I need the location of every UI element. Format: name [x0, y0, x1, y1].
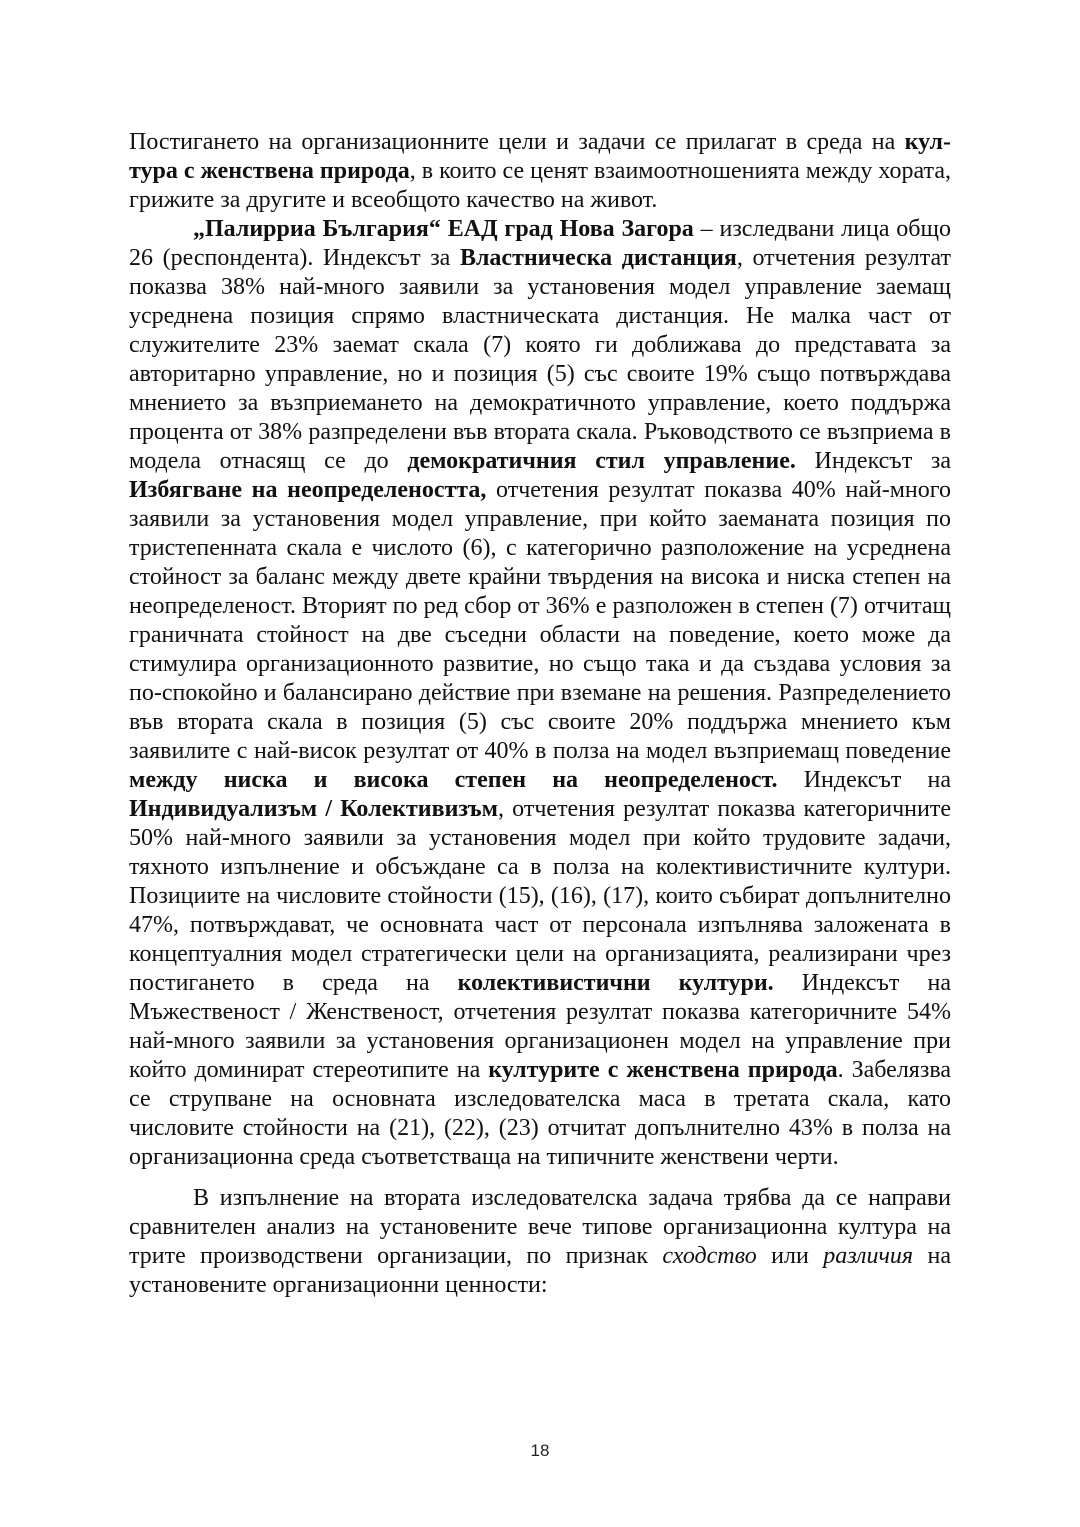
- text-run: В изпълнение на втората изследователска задача трябва да се направи сравнителен анализ на установените вече типове организационна култура на трите производствени организации, по признак: [129, 1185, 951, 1269]
- bold-run: култура с женствена природа: [129, 129, 951, 184]
- text-run: Индексът на Мъжественост / Женственост, отчетения резултат показва категоричните 54% най-много заявили за установения организационен модел на управление при който доминират стереотипите на: [129, 970, 951, 1083]
- document-body: [129, 128, 951, 1300]
- text-run: Индексът на: [777, 767, 951, 793]
- text-run: . Забелязва се струпване на основната изследователска маса в третата скала, като числовите стойности на (21), (22), (23) отчитат допълнително 43% в полза на организационна среда съответстваща на типичните женствени черти.: [129, 1057, 951, 1170]
- text-run: на установените организационни ценности:: [129, 1243, 952, 1298]
- bold-run: Избягване на неопределеността,: [129, 477, 487, 503]
- bold-run: демократичния стил управление.: [407, 448, 796, 474]
- italic-run: сходство: [662, 1243, 757, 1269]
- bold-run: културите с женствена природа: [488, 1057, 838, 1083]
- bold-run: Индивидуализъм / Колективизъм: [129, 796, 498, 822]
- bold-run: Властническа дистанция: [459, 245, 737, 271]
- text-run: , отчетения резултат показва категоричните 50% най-много заявили за установения модел при който трудовите задачи, тяхното изпълнение и обсъждане са в полза на колективистичните култури. Позициите на числовите стойности (15), (16), (17), които събират допълнително 47%, потвърждават, че основната част от персонала изпълнява заложената в концептуалния модел стратегически цели на организацията, реализирани чрез постигането в среда на: [129, 796, 952, 996]
- text-run: отчетения резултат показва 40% най-много заявили за установения модел управление, при който заеманата позиция по тристепенната скала е числото (6), с категорично разположение на усреднена стойност за баланс между двете крайни твърдения на висока и ниска степен на неопределеност. Вторият по ред сбор от 36% е разположен в степен (7) отчитащ граничната стойност на две съседни области на поведение, което може да стимулира организационното развитие, но също така и да създава условия за по-спокойно и балансирано действие при вземане на решения. Разпределението във втората скала в позиция (5) със своите 20% поддържа мнението към заявилите с най-висок резултат от 40% в полза на модел възприемащ поведение: [129, 477, 951, 764]
- paragraph-3: [129, 1184, 951, 1300]
- text-run: Индексът за: [795, 448, 951, 474]
- text-run: или: [756, 1243, 824, 1269]
- text-run: , отчетения резултат показва 38% най-много заявили за установения модел управление заемащ усреднена позиция спрямо властническата дистанция. Не малка част от служителите 23% заемат скала (7) която ги доближава до представата за авторитарно управление, но и позиция (5) със своите 19% също потвърждава мнението за възприемането на демократичното управление, което поддържа процента от 38% разпределени във втората скала. Ръководството се възприема в модела отнасящ се до: [129, 245, 952, 474]
- bold-run-company: „Палирриа България“ ЕАД град Нова Загора: [193, 216, 694, 242]
- bold-run: между ниска и висока степен на неопределеност.: [129, 767, 778, 793]
- bold-run: колективистични култури.: [457, 970, 774, 996]
- paragraph-1: [129, 128, 951, 215]
- text-run: , в които се ценят взаимоотношенията между хората, грижите за другите и всеобщото качество на живот.: [129, 158, 951, 213]
- text-run: Постигането на организационните цели и задачи се прилагат в среда на: [129, 129, 905, 155]
- paragraph-2: [129, 215, 951, 1172]
- text-run: – изследвани лица общо 26 (респондента). Индексът за: [129, 216, 951, 271]
- italic-run: различия: [823, 1243, 914, 1269]
- page-number: 18: [530, 1441, 550, 1460]
